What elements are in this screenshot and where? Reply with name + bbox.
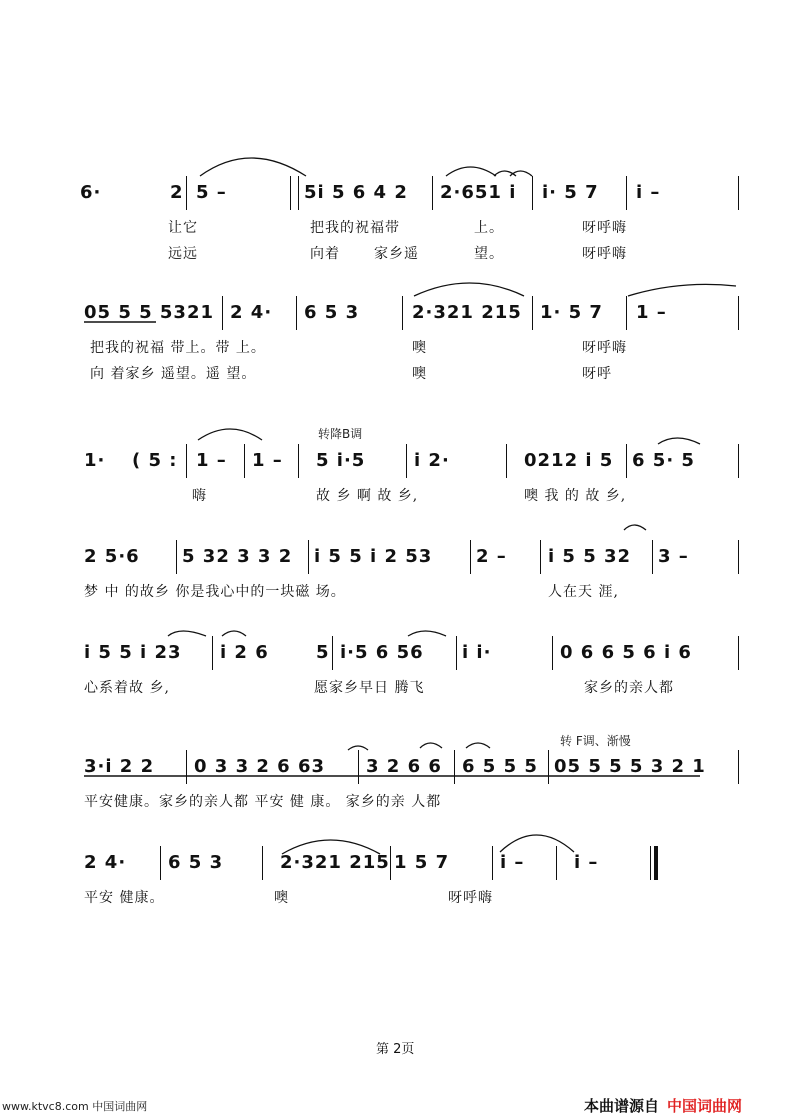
note-group: 5 i·5 — [316, 450, 366, 471]
key-change-annotation: 转 F调、渐慢 — [560, 734, 631, 748]
note-group: 3 2 6 6 — [366, 756, 442, 777]
note-group: i – — [636, 182, 661, 203]
bar-line — [626, 176, 627, 210]
note-group: ( 5 : — [132, 450, 178, 471]
lyric-text: 人在天 涯, — [548, 584, 619, 600]
note-group: 6 5 3 — [168, 852, 224, 873]
note-group: 2 4· — [230, 302, 273, 323]
bar-line — [262, 846, 263, 880]
lyric-text: 嗨 — [192, 488, 207, 504]
lyric-text: 上。 — [474, 220, 504, 236]
lyric-text: 呀呼嗨 — [448, 890, 493, 906]
footer-site-name: 中国词曲网 — [667, 1097, 743, 1115]
bar-line — [186, 750, 187, 784]
slur-arc — [628, 284, 736, 296]
lyric-line — [0, 244, 790, 264]
bar-line — [540, 540, 541, 574]
note-group: i 5 5 i 23 — [84, 642, 182, 663]
lyric-text: 向 着家乡 遥望。遥 望。 — [90, 366, 257, 382]
note-group: 0 6 6 5 6 i 6 — [560, 642, 692, 663]
bar-line — [454, 750, 455, 784]
bar-line — [212, 636, 213, 670]
note-group: 6 5 5 5 — [462, 756, 538, 777]
lyric-line — [0, 218, 790, 238]
lyric-line — [0, 364, 790, 384]
lyric-text: 远远 — [168, 246, 198, 262]
bar-line — [432, 176, 433, 210]
bar-line — [652, 540, 653, 574]
lyric-text: 让它 — [168, 220, 198, 236]
note-group: 5 — [316, 642, 330, 663]
bar-line — [626, 444, 627, 478]
note-group: 5 – — [196, 182, 227, 203]
score-line — [0, 750, 790, 784]
note-group: 5 32 3 3 2 — [182, 546, 293, 567]
note-group: i 5 5 i 2 53 — [314, 546, 433, 567]
bar-line — [298, 176, 299, 210]
lyric-text: 向着 — [310, 246, 340, 262]
lyric-text: 把我的祝福 带上。带 上。 — [90, 340, 266, 356]
bar-line — [402, 296, 403, 330]
lyric-line — [0, 338, 790, 358]
note-group: 2 – — [476, 546, 507, 567]
note-group: i – — [500, 852, 525, 873]
bar-line — [552, 636, 553, 670]
lyric-text: 呀呼 — [582, 366, 612, 382]
bar-line — [186, 176, 187, 210]
bar-line — [470, 540, 471, 574]
note-group: 05 5 5 5321 — [84, 302, 214, 323]
note-group: i – — [574, 852, 599, 873]
bar-line — [738, 444, 739, 478]
lyric-text: 噢 — [274, 890, 289, 906]
note-group: 6 5· 5 — [632, 450, 695, 471]
bar-line — [738, 176, 739, 210]
slur-arc — [466, 743, 490, 748]
note-group: 1 – — [196, 450, 227, 471]
slur-arc — [414, 283, 524, 296]
note-group: 2·321 215 — [280, 852, 390, 873]
bar-line — [738, 750, 739, 784]
note-group: 0212 i 5 — [524, 450, 614, 471]
score-line — [0, 176, 790, 210]
lyric-text: 平安健康。家乡的亲人都 平安 健 康。 家乡的亲 人都 — [84, 794, 442, 810]
bar-line — [506, 444, 507, 478]
slur-arc — [624, 525, 646, 530]
bar-line — [556, 846, 557, 880]
lyric-line — [0, 678, 790, 698]
footer-source-label: 本曲谱源自 — [584, 1097, 660, 1115]
bar-line — [176, 540, 177, 574]
lyric-text: 平安 健康。 — [84, 890, 165, 906]
bar-line — [244, 444, 245, 478]
note-group: 1 – — [636, 302, 667, 323]
bar-line — [298, 444, 299, 478]
bar-line — [222, 296, 223, 330]
lyric-text: 呀呼嗨 — [582, 220, 627, 236]
bar-line — [308, 540, 309, 574]
bar-line — [160, 846, 161, 880]
score-line — [0, 846, 790, 880]
lyric-line — [0, 486, 790, 506]
lyric-text: 噢 — [412, 366, 427, 382]
footer-source — [584, 1095, 742, 1116]
lyric-text: 呀呼嗨 — [582, 246, 627, 262]
lyric-text: 家乡遥 — [374, 246, 419, 262]
page-number: 第 2页 — [376, 1042, 415, 1057]
note-group: i 2· — [414, 450, 450, 471]
note-group: i·5 6 56 — [340, 642, 424, 663]
score-line — [0, 444, 790, 478]
note-group: i· 5 7 — [542, 182, 599, 203]
slur-arc — [420, 743, 442, 748]
lyric-text: 愿家乡早日 腾飞 — [314, 680, 425, 696]
lyric-text: 把我的祝福带 — [310, 220, 400, 236]
note-group: 6 5 3 — [304, 302, 360, 323]
score-line — [0, 636, 790, 670]
bar-line — [186, 444, 187, 478]
note-group: 1 – — [252, 450, 283, 471]
final-bar-line — [654, 846, 658, 880]
score-line — [0, 296, 790, 330]
lyric-line — [0, 582, 790, 602]
key-change-annotation: 转降B调 — [318, 427, 363, 441]
bar-line — [626, 296, 627, 330]
note-group: 3·i 2 2 — [84, 756, 155, 777]
bar-line — [290, 176, 291, 210]
slur-arc — [198, 429, 262, 440]
note-group: 5i 5 6 4 2 — [304, 182, 408, 203]
note-group: 1· — [84, 450, 106, 471]
note-group: 1· 5 7 — [540, 302, 603, 323]
note-group: 05 5 5 5 3 2 1 — [554, 756, 706, 777]
lyric-text: 噢 我 的 故 乡, — [524, 488, 627, 504]
lyric-text: 故 乡 啊 故 乡, — [316, 488, 419, 504]
slur-arc — [200, 158, 306, 176]
bar-line — [390, 846, 391, 880]
bar-line — [738, 540, 739, 574]
score-line — [0, 540, 790, 574]
note-group: 2 4· — [84, 852, 127, 873]
lyric-text: 心系着故 乡, — [84, 680, 170, 696]
lyric-text: 梦 中 的故乡 你是我心中的一块磁 场。 — [84, 584, 346, 600]
bar-line — [406, 444, 407, 478]
footer-website: www.ktvc8.com 中国词曲网 — [2, 1100, 148, 1113]
lyric-line — [0, 792, 790, 812]
bar-line — [332, 636, 333, 670]
note-group: i i· — [462, 642, 492, 663]
bar-line — [650, 846, 651, 880]
lyric-text: 望。 — [474, 246, 504, 262]
lyric-text: 噢 — [412, 340, 427, 356]
bar-line — [738, 636, 739, 670]
note-group: 0 3 3 2 6 63 — [194, 756, 326, 777]
note-group: i 2 6 — [220, 642, 269, 663]
note-group: 2·651 i — [440, 182, 517, 203]
lyric-text: 呀呼嗨 — [582, 340, 627, 356]
note-group: 2 5·6 — [84, 546, 140, 567]
lyric-line — [0, 888, 790, 908]
note-group: 2 — [170, 182, 184, 203]
bar-line — [492, 846, 493, 880]
bar-line — [738, 296, 739, 330]
bar-line — [358, 750, 359, 784]
bar-line — [548, 750, 549, 784]
bar-line — [456, 636, 457, 670]
bar-line — [532, 176, 533, 210]
note-group: 6· — [80, 182, 102, 203]
note-group: i 5 5 32 — [548, 546, 632, 567]
bar-line — [532, 296, 533, 330]
slur-arc — [446, 167, 496, 176]
note-group: 3 – — [658, 546, 689, 567]
bar-line — [296, 296, 297, 330]
lyric-text: 家乡的亲人都 — [584, 680, 674, 696]
note-group: 2·321 215 — [412, 302, 522, 323]
note-group: 1 5 7 — [394, 852, 450, 873]
